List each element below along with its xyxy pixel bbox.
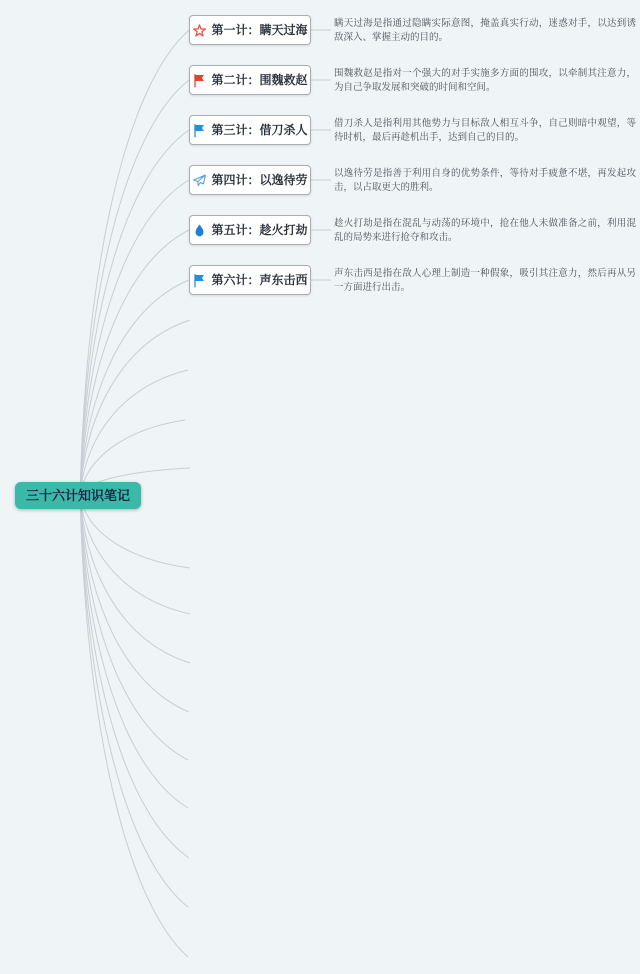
topic-node-6[interactable]: [189, 265, 311, 295]
topic-label: 第六计：声东击西: [211, 273, 308, 287]
topic-description: 以逸待劳是指善于利用自身的优势条件，等待对手疲惫不堪，再发起攻击，以占取更大的胜利。: [334, 168, 636, 193]
topic-label: 第四计：以逸待劳: [211, 173, 308, 187]
topic-node-5[interactable]: [189, 215, 311, 245]
root-node[interactable]: [15, 482, 141, 509]
topic-node-1[interactable]: [189, 15, 311, 45]
flag-icon: [192, 73, 207, 88]
topic-node-3[interactable]: [189, 115, 311, 145]
topic-label: 第二计：围魏救赵: [211, 73, 308, 87]
topic-description: 瞒天过海是指通过隐瞒实际意图，掩盖真实行动，迷惑对手，以达到诱敌深入、掌握主动的目的。: [334, 18, 636, 43]
topic-label: 第三计：借刀杀人: [211, 123, 308, 137]
flame-icon: [192, 223, 207, 238]
topic-description: 围魏救赵是指对一个强大的对手实施多方面的围攻，以牵制其注意力，为自己争取发展和突破的时间和空间。: [334, 68, 636, 93]
topic-description: 趁火打劫是指在混乱与动荡的环境中，抢在他人未做准备之前，利用混乱的局势来进行抢夺和攻击。: [334, 218, 636, 243]
paper-plane-icon: [192, 173, 207, 188]
root-node-label: 三十六计知识笔记: [26, 488, 131, 503]
flag-icon: [192, 273, 207, 288]
star-icon: [192, 23, 207, 38]
topic-node-4[interactable]: [189, 165, 311, 195]
topic-description: 借刀杀人是指利用其他势力与目标敌人相互斗争，自己则暗中观望，等待时机，最后再趁机出手，达到自己的目的。: [334, 118, 636, 143]
topic-node-2[interactable]: [189, 65, 311, 95]
flag-icon: [192, 123, 207, 138]
topic-label: 第一计：瞒天过海: [211, 23, 308, 37]
topic-description: 声东击西是指在敌人心理上制造一种假象，吸引其注意力，然后再从另一方面进行出击。: [334, 268, 636, 293]
topic-label: 第五计：趁火打劫: [211, 223, 308, 237]
